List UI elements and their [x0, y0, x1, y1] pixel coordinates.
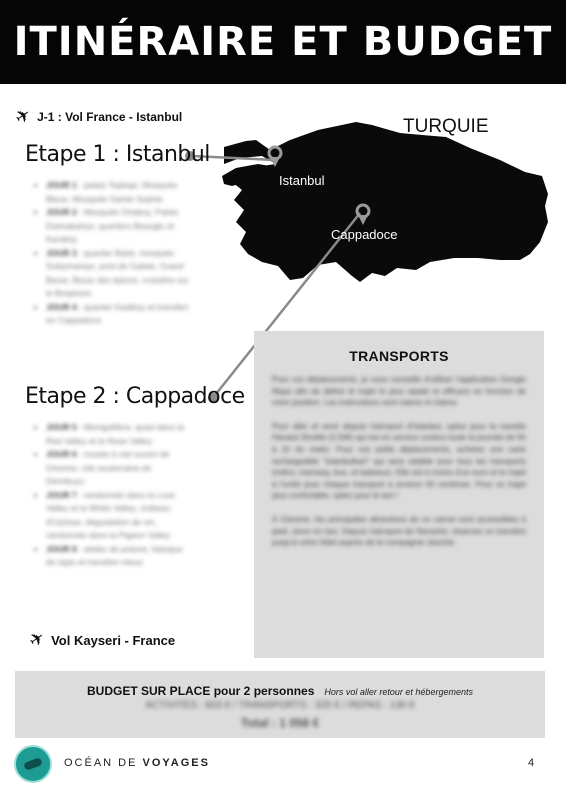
footer-brand [64, 757, 210, 769]
day-label: JOUR 8 [46, 543, 77, 554]
budget-note: Hors vol aller retour et hébergements [324, 687, 473, 697]
transports-paragraph: Pour vos déplacements, je vous conseille d'utiliser l'application Google Maps afin de définir le trajet le plus rapide et efficace en fonction de votre position. Les instructions sont claires et claires. [272, 375, 526, 408]
stage1-title: Etape 1 : Istanbul [25, 142, 210, 167]
budget-breakdown: ACTIVITÉS : 603 € / TRANSPORTS : 325 € / REPAS : 130 € [145, 700, 415, 711]
return-flight-label: Vol Kayseri - France [51, 632, 176, 648]
day-label: JOUR 5 [46, 422, 77, 432]
day-text: : randonnée dans la Love Valley et la White Valley, château d'Uçhisar, dégustation de vin, randonnée dans la Pigeon Valley [46, 489, 176, 540]
stage2-title: Etape 2 : Cappadoce [25, 384, 245, 409]
transports-title: TRANSPORTS [349, 348, 449, 364]
stage1-itinerary [30, 179, 190, 328]
day-label: JOUR 6 [46, 449, 77, 459]
day-text: : quartier Balat, mosquée Suleymaniye, pont de Galata, Grand Bazar, Bazar des épices, croisière sur le Bosphore [46, 247, 189, 298]
day-label: JOUR 4 [46, 301, 77, 312]
day-text: : Montgolfière, quad dans la Red Valley et la Rose Valley [46, 422, 184, 446]
transports-panel [254, 331, 544, 658]
budget-total: Total : 1 058 € [240, 716, 320, 730]
day-text: : atelier de poterie, fabrique de tapis et transfert retour [46, 543, 183, 567]
airplane-icon: ✈ [11, 103, 36, 130]
map-country-label: TURQUIE [403, 116, 489, 137]
transports-paragraph: À Göreme, les principales attractions de ce carnet sont accessibles à pied, sinon en taxi. Depuis l'aéroport de Nevsehir, réservez un transfert jusqu'à votre hôtel auprès de la compagnie Jasclub. [272, 514, 526, 548]
map-city-istanbul: Istanbul [279, 173, 325, 188]
day-label: JOUR 7 [46, 489, 77, 500]
stage1-day-item [46, 179, 190, 206]
footer-brand-bold: VOYAGES [142, 757, 210, 769]
stage1-day-item [46, 301, 190, 328]
page-number: 4 [528, 757, 535, 769]
airplane-icon: ✈ [25, 626, 50, 653]
transports-body [272, 374, 526, 561]
budget-panel [15, 671, 545, 738]
stage2-day-item [46, 489, 190, 543]
budget-title: BUDGET SUR PLACE pour 2 personnes [87, 684, 315, 698]
day-text: : musée à ciel ouvert de Göreme, cité souterraine de Derinkuyu [46, 449, 170, 486]
ocean-de-voyages-logo [14, 745, 52, 783]
outbound-flight-label: J-1 : Vol France - Istanbul [37, 110, 183, 124]
stage2-day-item [46, 421, 190, 448]
transports-paragraph: Pour aller et venir depuis l'aéroport d'Istanbul, optez pour la navette Havaist Shuttle (2,50€) qui est en service continu toute la journée de 5h à 1h du matin. Pour vos petits déplacements, achetez une carte rechargeable "Istanbulkart" qui sera valable pour tous les transports (métro, tramway, bus, et bateaux). Elle est à moins d'un euro et le trajet à l'unité pour chaque transport à environ 50 centimes. Pour un trajet plus confortable, optez pour le taxi ! [272, 421, 526, 501]
page-title: ITINÉRAIRE ET BUDGET [13, 19, 553, 65]
stage2-day-item [46, 448, 190, 489]
budget-heading [15, 682, 545, 700]
stage1-day-item [46, 206, 190, 247]
footer-brand-pre: OCÉAN DE [64, 757, 138, 769]
stage2-day-item [46, 543, 190, 570]
day-label: JOUR 1 [46, 180, 77, 190]
day-label: JOUR 3 [46, 247, 77, 258]
day-text: : quartier Kadikoy et transfert en Cappadoce [46, 301, 189, 325]
day-text: : palais Topkapi, Mosquée Bleue, Mosquée Sainte Sophie [46, 180, 178, 204]
stage1-day-item [46, 247, 190, 301]
return-flight [25, 626, 176, 653]
day-text: : Mosquée Ortakoy, Palais Dolmabahçe, quartiers Beyoglu et Karakoy [46, 207, 179, 244]
day-label: JOUR 2 [46, 207, 77, 217]
map-city-cappadoce: Cappadoce [331, 227, 398, 242]
stage2-itinerary [30, 421, 190, 570]
